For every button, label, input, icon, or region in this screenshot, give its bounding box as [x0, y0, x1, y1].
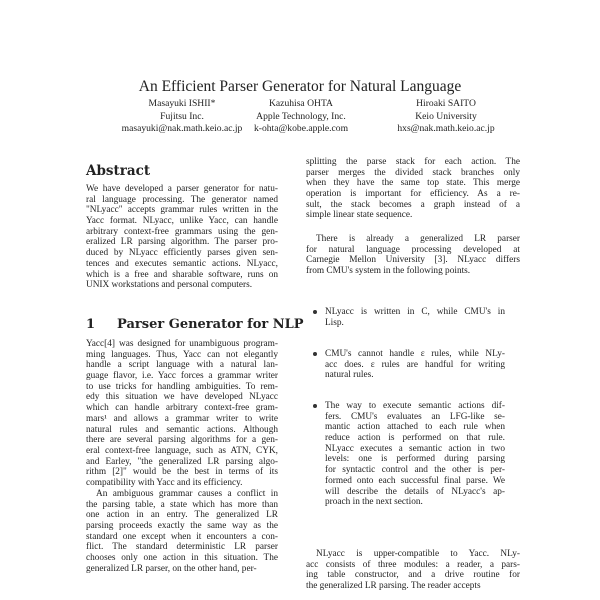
author-name: Masayuki ISHII*: [148, 98, 216, 109]
text-line: fers. CMU's evaluates an LFG-like se-: [325, 411, 505, 422]
bullet-item-2: [325, 349, 505, 381]
text-line: handle a script language with a natural lan-: [86, 360, 278, 371]
text-line: ming languages. Thus, Yacc can not elegantly: [86, 349, 278, 360]
text-line: sult, the stack becomes a graph instead of a: [306, 199, 520, 210]
text-line: parsing proceeds exactly the same way as the: [86, 521, 278, 532]
text-line: when they have the same top state. This merge: [306, 178, 520, 189]
text-line: Yacc format. NLyacc, unlike Yacc, can handle: [86, 216, 278, 227]
text-line: eral context-free language, such as ATN, CYK,: [86, 445, 278, 456]
text-line: levels: one is performed during parsing: [325, 454, 505, 465]
bullet-item-1: [325, 307, 505, 328]
text-line: for syntactic control and the other is per-: [325, 465, 505, 476]
right-paragraph-1: [306, 157, 520, 221]
text-line: CMU's cannot handle ε rules, while NLy-: [325, 349, 505, 359]
text-line: which can handle arbitrary context-free gram-: [86, 403, 278, 414]
text-line: generalized LR parser, on the other hand, per-: [86, 563, 257, 574]
text-line: standard one except when it encounters a con-: [86, 531, 278, 542]
text-line: UNIX workstations and personal computers.: [86, 280, 253, 291]
text-line: one action in an entry. The generalized LR: [86, 510, 278, 521]
text-line: natural rules.: [325, 370, 374, 381]
section-1-paragraph-1: [86, 339, 278, 489]
text-line: the parsing table, a state which has more than: [86, 499, 278, 510]
text-line: An ambiguous grammar causes a conflict in: [96, 489, 278, 499]
text-line: Yacc[4] was designed for unambiguous program-: [86, 339, 278, 349]
text-line: acc consists of three modules: a reader, a pars-: [306, 559, 520, 570]
text-line: proach in the next section.: [325, 497, 423, 508]
paper-title: An Efficient Parser Generator for Natural Language: [138, 78, 462, 95]
text-line: guage flavor, i.e. Yacc forces a grammar writer: [86, 371, 278, 382]
text-line: to use tricks for handling ambiguities. To rem-: [86, 381, 278, 392]
text-line: duced by NLyacc efficiently parses given sen-: [86, 248, 278, 259]
author-affiliation: Keio University: [415, 110, 477, 122]
section-number: 1: [86, 317, 96, 332]
text-line: natural rules and semantic actions. Although: [86, 424, 278, 435]
text-line: simple linear state sequence.: [306, 210, 413, 221]
text-line: formed onto each successful final parse. We: [325, 475, 505, 486]
author-email: k-ohta@kobe.apple.com: [253, 123, 349, 134]
text-line: The way to execute semantic actions dif-: [325, 401, 505, 411]
text-line: the generalized LR parsing. The reader accepts: [306, 581, 481, 592]
author-affiliation: Apple Technology, Inc.: [256, 110, 346, 122]
text-line: ral language processing. The generator named: [86, 194, 278, 205]
text-line: splitting the parse stack for each action. The: [306, 157, 520, 167]
text-line: We have developed a parser generator for natu-: [86, 184, 278, 194]
text-line: NLyacc is upper-compatible to Yacc. NLy-: [316, 549, 520, 559]
bullet-item-3: [325, 401, 505, 508]
text-line: for natural language processing developed at: [306, 244, 520, 255]
text-line: rithm [2]" would be the best in terms of its: [86, 467, 278, 478]
text-line: mars¹ and allows a grammar writer to write: [86, 413, 278, 424]
bullet-icon: [313, 404, 317, 408]
text-line: There is already a generalized LR parser: [316, 234, 520, 244]
text-line: which is a free and sharable software, runs on: [86, 269, 278, 280]
text-line: will describe the details of NLyacc's ap-: [325, 486, 505, 497]
text-line: tences and executes semantic actions. NLyacc,: [86, 258, 278, 269]
abstract-heading: Abstract: [86, 163, 151, 179]
abstract-body: [86, 184, 278, 291]
text-line: from CMU's system in the following points.: [306, 266, 471, 277]
text-line: arbitrary context-free grammars using the gen-: [86, 226, 278, 237]
text-line: and Earley, "the generalized LR parsing algo-: [86, 456, 278, 467]
text-line: Carnegie Mellon University [3]. NLyacc differs: [306, 255, 520, 266]
bullet-icon: [313, 352, 317, 356]
text-line: mantic action attached to each rule when: [325, 422, 505, 433]
text-line: acc does. ε rules are handful for writing: [325, 359, 505, 370]
text-line: Lisp.: [325, 317, 344, 328]
section-title: Parser Generator for NLP: [117, 317, 304, 332]
author-email: hxs@nak.math.keio.ac.jp: [397, 123, 495, 134]
author-name: Hiroaki SAITO: [416, 98, 476, 109]
section-1-heading: [86, 317, 304, 332]
text-line: NLyacc executes a semantic action in two: [325, 443, 505, 454]
section-1-paragraph-2: [86, 489, 278, 575]
author-3: [356, 98, 536, 136]
text-line: "NLyacc" accepts grammar rules written in the: [86, 205, 278, 216]
right-paragraph-2: [306, 234, 520, 277]
right-paragraph-3: [306, 549, 520, 592]
text-line: chooses only one action in this situation. The: [86, 553, 278, 564]
text-line: operation is important for efficiency. As a re-: [306, 189, 520, 200]
text-line: parser merges the divided stack branches only: [306, 167, 520, 178]
author-affiliation: Fujitsu Inc.: [160, 110, 204, 122]
author-email: masayuki@nak.math.keio.ac.jp: [121, 123, 243, 134]
text-line: reduce action is performed on that rule.: [325, 433, 505, 444]
author-name: Kazuhisa OHTA: [269, 98, 333, 109]
text-line: compatibility with Yacc and its efficiency.: [86, 477, 243, 488]
text-line: there are several parsing algorithms for a gen-: [86, 435, 278, 446]
text-line: NLyacc is written in C, while CMU's in: [325, 307, 505, 317]
text-line: eralized LR parsing algorithm. The parser pro-: [86, 237, 278, 248]
bullet-icon: [313, 310, 317, 314]
text-line: flict. The standard deterministic LR parser: [86, 542, 278, 553]
text-line: edy this situation we have developed NLyacc: [86, 392, 278, 403]
text-line: ing table constructor, and a drive routine for: [306, 570, 520, 581]
